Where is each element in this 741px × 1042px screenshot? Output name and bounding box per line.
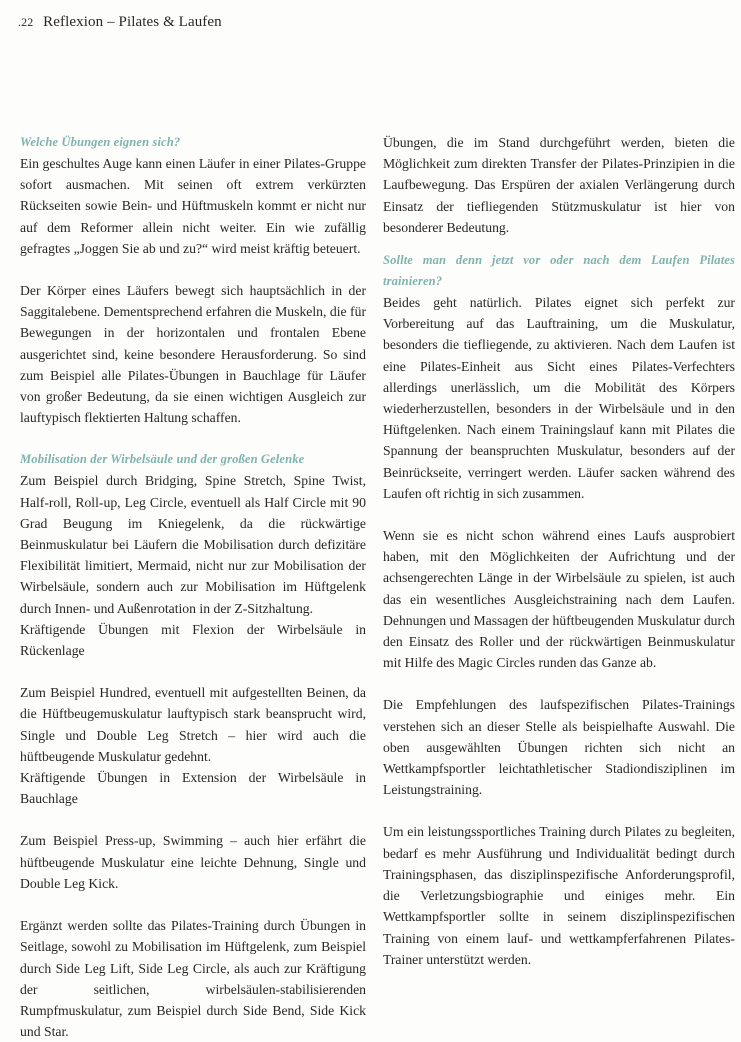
running-head: [18, 14, 222, 31]
paragraph-lead: Kräftigende Übungen mit Flexion der Wirbelsäule in Rückenlage: [20, 621, 366, 659]
paragraph: Der Körper eines Läufers bewegt sich hauptsächlich in der Saggitalebene. Dementsprechend erfahren die Muskeln, die für Bewegungen in der horizontalen und frontalen Ebene ausgerichtet sind, keine besondere Herausforderung. So sind zum Beispiel alle Pilates-Übungen in Bauchlage für Läufer von großer Bedeutung, da sie einen wichtigen Ausgleich zur lauftypisch flektierten Haltung schaffen.: [20, 283, 366, 426]
paragraph: Ergänzt werden sollte das Pilates-Training durch Übungen in Seitlage, sowohl zu Mobilisation im Hüftgelenk, zum Beispiel durch Side Leg Lift, Side Leg Circle, als auch zur Kräftigung der seitlichen, wirbelsäulen-stabilisierenden Rumpfmuskulatur, zum Beispiel durch Side Bend, Side Kick und Star.: [20, 918, 366, 1040]
paragraph-gap: [20, 259, 366, 280]
paragraph-gap: [20, 894, 366, 915]
left-column: [20, 132, 366, 1042]
section-heading-exercises: Welche Übungen eignen sich?: [20, 135, 181, 149]
paragraph: Zum Beispiel durch Bridging, Spine Stretch, Spine Twist, Half-roll, Roll-up, Leg Circle, eventuell als Half Circle mit 90 Grad Beugung im Kniegelenk, da die rückwärtige Beinmuskulatur bei Läufern die Mobilisation durch defizitäre Flexibilität limitiert, Mermaid, nicht nur zur Mobilisation der Wirbelsäule, sondern auch zur Mobilisation im Hüftgelenk durch Innen- und Außenrotation in der Z-Sitzhaltung.: [20, 473, 366, 616]
paragraph-gap: [20, 428, 366, 449]
paragraph: Zum Beispiel Hundred, eventuell mit aufgestellten Beinen, da die Hüftbeugemuskulatur lauftypisch stark beansprucht wird, Single und Double Leg Stretch – hier wird auch die hüftbeugende Muskulatur gedehnt.: [20, 685, 366, 764]
chapter-title: Reflexion – Pilates & Laufen: [43, 14, 222, 30]
paragraph-gap: [20, 661, 366, 682]
section-heading-before-after: Sollte man denn jetzt vor oder nach dem Laufen Pilates trainieren?: [383, 253, 735, 289]
paragraph: Übungen, die im Stand durchgeführt werden, bieten die Möglichkeit zum direkten Transfer der Pilates-Prinzipien in die Laufbewegung. Das Erspüren der axialen Verlängerung durch Einsatz der tiefliegenden Stützmuskulatur ist hier von besonderer Bedeutung.: [383, 135, 735, 235]
paragraph: Ein geschultes Auge kann einen Läufer in einer Pilates-Gruppe sofort ausmachen. Mit seinen oft extrem verkürzten Rückseiten sowie Bein- und Hüftmuskeln kommt er nicht nur auf dem Reformer allein nicht weiter. Ein wie zufällig gefragtes „Joggen Sie ab und zu?“ wird meist kräftig beteuert.: [20, 156, 366, 256]
paragraph: Zum Beispiel Press-up, Swimming – auch hier erfährt die hüftbeugende Muskulatur eine leichte Dehnung, Single und Double Leg Kick.: [20, 833, 366, 891]
paragraph-lead: Kräftigende Übungen in Extension der Wirbelsäule in Bauchlage: [20, 770, 366, 807]
paragraph: Die Empfehlungen des laufspezifischen Pilates-Trainings verstehen sich an dieser Stelle als beispielhafte Auswahl. Die oben ausgewählten Übungen richten sich nicht an Wettkampfsportler leichtathletischer Stadiondisziplinen im Leistungstraining.: [383, 697, 735, 798]
section-heading-mobilisation: Mobilisation der Wirbelsäule und der großen Gelenke: [20, 452, 305, 467]
paragraph-gap: [383, 504, 735, 525]
paragraph-gap: [383, 800, 735, 821]
paragraph: Beides geht natürlich. Pilates eignet sich perfekt zur Vorbereitung auf das Lauftraining, um die Muskulatur, besonders die tiefliegende, zu aktivieren. Nach dem Laufen ist eine Pilates-Einheit aus Sicht eines Pilates-Verfechters allerdings unerlässlich, um die Mobilität des Körpers wiederherzustellen, besonders in der Wirbelsäule und in den Hüftgelenken. Nach einem Trainingslauf kann mit Pilates die Spannung der beanspruchten Muskulatur, besonders auf der Beinrückseite, verringert werden. Läufer sacken während des Laufen oft richtig in sich zusammen.: [383, 295, 735, 501]
page-number: .22: [18, 15, 34, 29]
paragraph-gap: [383, 238, 735, 250]
paragraph-gap: [20, 809, 366, 830]
right-column: [383, 132, 735, 970]
paragraph: Wenn sie es nicht schon während eines Laufs ausprobiert haben, mit den Möglichkeiten der Aufrichtung und der achsengerechten Länge in der Wirbelsäule zu spielen, ist auch das ein wesentliches Ausgleichstraining nach dem Laufen. Dehnungen und Massagen der hüftbeugenden Muskulatur durch den Einsatz des Roller und der rückwärtigen Beinmuskulatur mit Hilfe des Magic Circles runden das Ganze ab.: [383, 528, 735, 671]
paragraph: Um ein leistungssportliches Training durch Pilates zu begleiten, bedarf es mehr Ausführung und Individualität bedingt durch Trainingsphasen, das disziplinspezifische Anforderungsprofil, die Verletzungsbiographie und einiges mehr. Ein Wettkampfsportler sollte in seinem disziplinspezifischen Training von einem lauf- und wettkampferfahrenen Pilates-Trainer unterstützt werden.: [383, 824, 735, 967]
paragraph-gap: [383, 673, 735, 694]
